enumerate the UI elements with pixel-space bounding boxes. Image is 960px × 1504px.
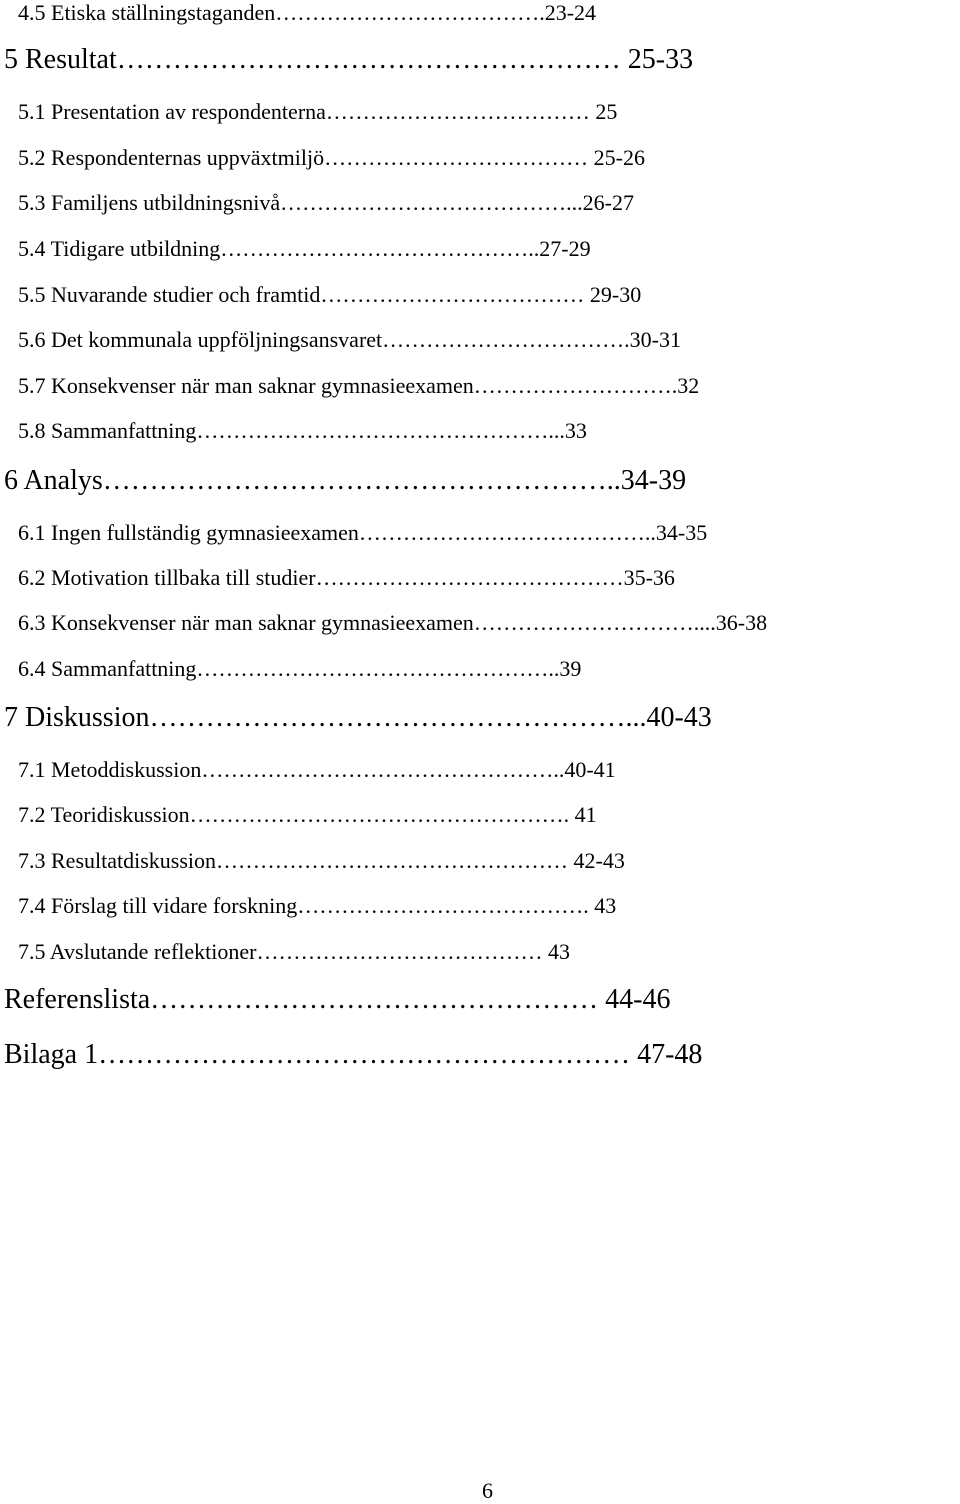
toc-entry — [18, 192, 634, 214]
toc-entry-leader: …………………………………... — [280, 190, 583, 215]
toc-entry-title: 6.4 Sammanfattning — [18, 656, 197, 681]
toc-entry-title: 7.3 Resultatdiskussion — [18, 848, 217, 873]
toc-entry — [18, 759, 616, 781]
toc-entry — [18, 238, 591, 260]
toc-entry-title: 5.7 Konsekvenser när man saknar gymnasieexamen — [18, 373, 474, 398]
toc-entry — [18, 850, 625, 872]
toc-entry — [18, 804, 597, 826]
toc-entry-leader: …………………………………………... — [196, 418, 565, 443]
toc-entry-title: 5.6 Det kommunala uppföljningsansvaret — [18, 327, 383, 352]
toc-entry-pages: 42-43 — [573, 848, 625, 873]
toc-entry-title: 6.3 Konsekvenser när man saknar gymnasieexamen — [18, 610, 474, 635]
toc-entry — [4, 986, 671, 1014]
toc-entry — [18, 101, 617, 123]
toc-entry-pages: 29-30 — [589, 282, 642, 307]
toc-entry-title: 5.4 Tidigare utbildning — [18, 236, 221, 261]
toc-entry-pages: 44-46 — [605, 984, 671, 1015]
toc-entry — [18, 612, 767, 634]
toc-entry-title: 6 Analys — [4, 465, 103, 496]
toc-entry-leader: ……………………………………………… — [116, 44, 628, 75]
toc-entry-title: 5.2 Respondenternas uppväxtmiljö — [18, 145, 325, 170]
toc-entry-leader: …………………………………….. — [220, 236, 540, 261]
toc-entry-pages: 47-48 — [637, 1039, 703, 1070]
toc-entry-title: Referenslista — [4, 984, 151, 1015]
page-number: 6 — [482, 1478, 493, 1503]
toc-entry-leader: ………………………………………………… — [98, 1039, 638, 1070]
toc-entry-title: 6.1 Ingen fullständig gymnasieexamen — [18, 520, 359, 545]
toc-entry — [4, 1041, 702, 1069]
toc-entry-leader: ……………………………. — [382, 327, 630, 352]
toc-entry — [18, 2, 596, 24]
toc-entry — [18, 895, 616, 917]
toc-entry-pages: 25 — [595, 99, 618, 124]
toc-entry — [4, 704, 712, 732]
toc-entry-pages: 36-38 — [715, 610, 768, 635]
toc-entry-pages: 27-29 — [539, 236, 591, 261]
toc-entry — [18, 658, 581, 680]
toc-entry-pages: 35-36 — [623, 565, 675, 590]
toc-entry — [18, 284, 641, 306]
toc-entry-leader: ………………………………………….. — [201, 757, 565, 782]
toc-entry — [18, 147, 645, 169]
toc-entry-pages: 40-41 — [564, 757, 616, 782]
toc-entry-leader: ………………………………. — [275, 0, 545, 25]
toc-entry-pages: 41 — [574, 802, 597, 827]
toc-entry — [4, 46, 693, 74]
toc-entry-title: 5.8 Sammanfattning — [18, 418, 197, 443]
toc-entry-leader: …………………………………. — [297, 893, 595, 918]
toc-entry-pages: 23-24 — [544, 0, 597, 25]
toc-entry-title: 7.1 Metoddiskussion — [18, 757, 202, 782]
toc-entry-title: Bilaga 1 — [4, 1039, 99, 1070]
toc-entry-pages: 33 — [564, 418, 587, 443]
toc-entry — [18, 329, 681, 351]
toc-entry-title: 7 Diskussion — [4, 702, 150, 733]
toc-entry-pages: 34-35 — [655, 520, 708, 545]
toc-entry-leader: …………………………………… — [315, 565, 624, 590]
toc-entry-title: 5 Resultat — [4, 44, 117, 75]
toc-entry-leader: ………………………………………… — [216, 848, 574, 873]
toc-entry — [18, 420, 587, 442]
toc-entry-leader: ………………………………………… — [150, 984, 606, 1015]
toc-entry-title: 7.4 Förslag till vidare forskning — [18, 893, 298, 918]
toc-entry-title: 7.2 Teoridiskussion — [18, 802, 190, 827]
toc-entry-pages: 25-26 — [593, 145, 645, 170]
toc-entry — [18, 522, 707, 544]
toc-entry-pages: 32 — [677, 373, 700, 398]
toc-entry-leader: ………………………….... — [473, 610, 716, 635]
toc-entry-pages: 39 — [559, 656, 582, 681]
toc-entry-pages: 26-27 — [582, 190, 634, 215]
toc-entry-leader: ……………………………………………... — [149, 702, 647, 733]
toc-entry-leader: ………………………. — [473, 373, 678, 398]
toc-entry-pages: 40-43 — [646, 702, 712, 733]
toc-entry-title: 4.5 Etiska ställningstaganden — [18, 0, 276, 25]
toc-entry-leader: ………………………………… — [256, 939, 548, 964]
toc-entry-leader: ………………………………….. — [358, 520, 656, 545]
toc-entry-pages: 25-33 — [627, 44, 694, 75]
toc-entry-leader: ……………………………… — [325, 99, 596, 124]
toc-entry — [4, 467, 686, 495]
toc-entry-title: 6.2 Motivation tillbaka till studier — [18, 565, 316, 590]
toc-entry — [18, 375, 699, 397]
toc-entry-title: 5.1 Presentation av respondenterna — [18, 99, 326, 124]
toc-entry-title: 5.3 Familjens utbildningsnivå — [18, 190, 281, 215]
toc-entry-leader: ……………………………………………….. — [102, 465, 621, 496]
toc-entry-leader: ……………………………… — [320, 282, 590, 307]
toc-entry-leader: ………………………………………….. — [196, 656, 560, 681]
toc-entry-title: 7.5 Avslutande reflektioner — [18, 939, 257, 964]
toc-entry-title: 5.5 Nuvarande studier och framtid — [18, 282, 321, 307]
toc-entry-leader: ……………………………………………. — [189, 802, 575, 827]
toc-entry-pages: 43 — [547, 939, 570, 964]
toc-entry-pages: 43 — [594, 893, 617, 918]
toc-entry — [18, 941, 570, 963]
toc-entry — [18, 567, 675, 589]
toc-entry-pages: 34-39 — [620, 465, 687, 496]
toc-entry-pages: 30-31 — [629, 327, 681, 352]
toc-entry-leader: ……………………………… — [324, 145, 594, 170]
